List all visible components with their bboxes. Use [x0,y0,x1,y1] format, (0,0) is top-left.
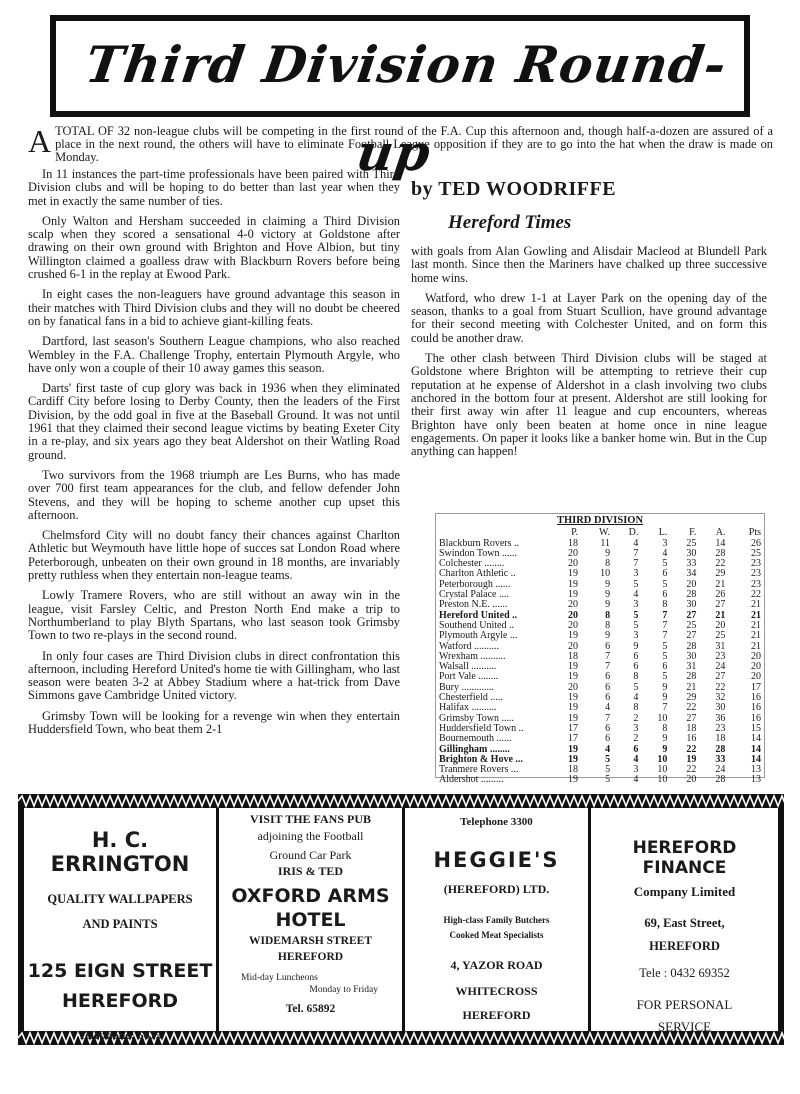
stat-cell: 29 [686,692,697,704]
league-table-box [435,513,765,786]
paragraph: Grimsby Town will be looking for a revenge win when they entertain Huddersfield Town, who beat them 2-1 [28,708,400,736]
ad-name: HEGGIE'S [433,848,560,872]
stat-cell: 9 [633,640,639,652]
stat-cell: 19 [568,774,579,786]
ad-hereford-finance [588,808,784,1034]
stat-cell: 5 [662,640,668,652]
zigzag-border-top [18,794,784,808]
stat-cell: 8 [605,619,611,631]
team-name-cell: Colchester ........ [439,558,505,570]
table-row [439,775,761,785]
drop-cap: A [28,123,52,159]
right-column [411,245,767,465]
team-name-cell: Walsall .......... [439,661,497,673]
table-header-cell: F. [689,527,697,539]
stat-cell: 16 [686,733,697,745]
team-name-cell: Gillingham ........ [439,743,510,755]
ad-line: Monday to Friday [309,985,378,995]
ad-line: HEREFORD [277,951,344,963]
stat-cell: 4 [633,589,639,601]
table-header-cell: Pts [748,527,761,539]
stat-cell: 10 [657,712,668,724]
stat-cell: 27 [686,630,697,642]
stat-cell: 9 [662,681,668,693]
stat-cell: 30 [715,702,726,714]
team-name-cell: Swindon Town ...... [439,547,518,559]
paragraph: Chelmsford City will no doubt fancy their chances against Charlton Athletic but Weymouth have little hope of succes sat London Road where Peterborough, unbeaten on their own ground in 18 months, are invariably pretty ruthless when they entertain non-league teams. [28,528,400,583]
stat-cell: 6 [633,650,639,662]
stat-cell: 14 [751,743,761,755]
stat-cell: 7 [605,661,611,673]
stat-cell: 20 [568,558,579,570]
team-name-cell: Peterborough ...... [439,578,511,590]
team-name-cell: Hereford United .. [439,609,518,621]
stat-cell: 21 [715,609,726,621]
stat-cell: 19 [568,671,579,683]
table-row [439,734,761,744]
team-name-cell: Tranmere Rovers ... [439,764,519,776]
team-name-cell: Blackburn Rovers .. [439,537,519,549]
stat-cell: 30 [686,547,697,559]
ad-phone: Telephone: 6075 [78,1028,162,1042]
ad-line: adjoining the Football [257,829,364,843]
stat-cell: 9 [662,733,668,745]
stat-cell: 32 [715,692,726,704]
table-header-cell: D. [628,527,639,539]
ad-address: HEREFORD [649,939,720,953]
stat-cell: 23 [751,578,761,590]
stat-cell: 8 [633,702,639,714]
stat-cell: 25 [715,630,726,642]
stat-cell: 16 [751,712,761,724]
team-name-cell: Bury ............. [439,681,494,693]
ad-line: IRIS & TED [277,864,344,878]
stat-cell: 8 [633,671,639,683]
stat-cell: 16 [751,692,761,704]
stat-cell: 4 [662,547,668,559]
stat-cell: 24 [715,764,726,776]
stat-cell: 9 [605,589,611,601]
ad-line: (HEREFORD) LTD. [443,882,550,896]
stat-cell: 28 [686,671,697,683]
stat-cell: 25 [686,619,697,631]
ad-line: WIDEMARSH STREET [248,935,372,947]
ad-heggies [402,808,588,1031]
stat-cell: 14 [715,537,726,549]
stat-cell: 15 [751,722,761,734]
stat-cell: 20 [568,599,579,611]
stat-cell: 5 [633,578,639,590]
stat-cell: 7 [662,702,668,714]
stat-cell: 22 [686,743,697,755]
stat-cell: 7 [662,630,668,642]
stat-cell: 6 [662,568,668,580]
stat-cell: 7 [605,712,611,724]
stat-cell: 21 [715,578,726,590]
stat-cell: 20 [715,619,726,631]
paragraph: The other clash between Third Division clubs will be staged at Goldstone where Brighton will be attempting to retrieve their cup reputation at he expense of Aldershot in a clash involving two clubs anchored in the bottom four at present. Aldershot are still looking for their first away win after 11 league and cup encounters, whereas Brighton have only been beaten at home once in nine league engagements. On paper it looks like a banker home win. But in the Cup anything can happen! [411,351,767,459]
page-title: Third Division Round-up [81,35,731,182]
stat-cell: 6 [605,692,611,704]
stat-cell: 18 [568,764,579,776]
stat-cell: 10 [657,764,668,776]
stat-cell: 6 [633,661,639,673]
ad-phone: Tel. 65892 [285,1003,336,1015]
team-name-cell: Chesterfield ..... [439,692,503,704]
paragraph: Only Walton and Hersham succeeded in claiming a Third Division scalp when they scored a sensational 4-0 victory at Goldstone after drawing on their own ground with Brighton and Hove Albion, but tiny Willington claimed a goalless draw with Blackburn Rovers before being crushed 6-1 in the replay at Ewood Park. [28,213,400,282]
ad-name: OXFORD ARMS [231,885,390,907]
stat-cell: 3 [633,764,639,776]
stat-cell: 19 [686,753,697,765]
stat-cell: 5 [633,619,639,631]
stat-cell: 5 [605,764,611,776]
stat-cell: 13 [751,764,761,776]
stat-cell: 19 [568,661,579,673]
stat-cell: 36 [715,712,726,724]
stat-cell: 7 [662,609,668,621]
stat-cell: 5 [662,650,668,662]
stat-cell: 34 [686,568,697,580]
stat-cell: 6 [605,733,611,745]
stat-cell: 22 [686,764,697,776]
paragraph: Dartford, last season's Southern League champions, who also reached Wembley in the F.A. Challenge Trophy, entertain Plymouth Argyle, who have only won a couple of their 10 away games this season. [28,334,400,375]
stat-cell: 28 [686,589,697,601]
ad-name: H. C. ERRINGTON [50,828,190,876]
stat-cell: 9 [662,692,668,704]
stat-cell: 21 [751,619,761,631]
stat-cell: 19 [568,753,579,765]
stat-cell: 19 [568,712,579,724]
team-name-cell: Plymouth Argyle ... [439,630,518,642]
stat-cell: 20 [568,609,579,621]
league-table-title: THIRD DIVISION [556,515,644,526]
stat-cell: 5 [633,681,639,693]
stat-cell: 33 [715,753,726,765]
left-column [28,168,400,743]
team-name-cell: Preston N.E. ...... [439,599,508,611]
stat-cell: 6 [662,661,668,673]
stat-cell: 21 [686,681,697,693]
stat-cell: 26 [751,537,761,549]
team-name-cell: Charlton Athletic .. [439,568,516,580]
stat-cell: 25 [751,547,761,559]
stat-cell: 4 [633,753,639,765]
stat-cell: 9 [605,578,611,590]
paragraph: In 11 instances the part-time professionals have been paired with Third Division clubs and will be hoping to do better than last year when they met in exactly the same number of ties. [28,167,400,208]
table-header-cell: W. [599,527,611,539]
stat-cell: 9 [605,547,611,559]
stat-cell: 30 [686,599,697,611]
stat-cell: 6 [633,743,639,755]
stat-cell: 18 [568,537,579,549]
ad-line: Ground Car Park [269,848,352,862]
stat-cell: 25 [686,537,697,549]
paragraph: with goals from Alan Gowling and Alisdair Macleod at Blundell Park last month. Since then the Mariners have chalked up three successive home wins. [411,244,767,285]
paragraph: In eight cases the non-leaguers have ground advantage this season in their matches with Third Division clubs and they will no doubt be cheered on by fanatical fans in a bid to achieve giant-killing feats. [28,287,400,328]
stat-cell: 8 [662,599,668,611]
stat-cell: 10 [657,753,668,765]
stat-cell: 5 [605,753,611,765]
stat-cell: 21 [751,630,761,642]
stat-cell: 4 [633,537,639,549]
ad-oxford-arms [216,808,402,1031]
article-intro [28,125,773,165]
stat-cell: 21 [751,599,761,611]
paragraph: Two survivors from the 1968 triumph are Les Burns, who has made over 700 first team appearances for the club, and fellow defender John Stevens, and they will be hoping to scheme another cup upset this afternoon. [28,467,400,522]
ad-line: Cooked Meat Specialists [449,930,544,940]
ad-line: Mid-day Luncheons [241,973,318,983]
ad-line: AND PAINTS [82,917,158,931]
stat-cell: 21 [751,609,761,621]
stat-cell: 23 [715,722,726,734]
ad-address: HEREFORD [61,990,179,1012]
stat-cell: 22 [715,681,726,693]
ad-phone: Telephone 3300 [460,816,533,828]
table-header-cell: P. [571,527,579,539]
ad-address: WHITECROSS [455,984,538,998]
stat-cell: 19 [568,692,579,704]
stat-cell: 22 [751,589,761,601]
stat-cell: 11 [600,537,611,549]
team-name-cell: Huddersfield Town .. [439,722,524,734]
ad-line: High-class Family Butchers [443,915,550,925]
stat-cell: 13 [751,774,761,786]
stat-cell: 24 [715,661,726,673]
stat-cell: 9 [605,630,611,642]
stat-cell: 21 [751,640,761,652]
stat-cell: 22 [715,558,726,570]
ad-line: SERVICE [657,1019,712,1034]
stat-cell: 20 [568,619,579,631]
ad-phone: Tele : 0432 69352 [639,966,730,980]
stat-cell: 7 [662,619,668,631]
stat-cell: 20 [686,578,697,590]
stat-cell: 3 [662,537,668,549]
stat-cell: 23 [715,650,726,662]
stat-cell: 6 [662,589,668,601]
team-name-cell: Halifax .......... [439,702,497,714]
stat-cell: 19 [568,630,579,642]
stat-cell: 20 [568,640,579,652]
stat-cell: 27 [715,671,726,683]
stat-cell: 18 [715,733,726,745]
stat-cell: 17 [568,722,579,734]
stat-cell: 20 [751,671,761,683]
team-name-cell: Wrexham .......... [439,650,506,662]
stat-cell: 17 [568,733,579,745]
stat-cell: 29 [715,568,726,580]
intro-text: TOTAL OF 32 non-league clubs will be competing in the first round of the F.A. Cup this afternoon and, though half-a-dozen are assured of a place in the next round, the others will have to eliminate Football League opposition if they are to go into the hat when the draw is made on Monday. [55,124,773,165]
stat-cell: 7 [633,547,639,559]
stat-cell: 19 [568,568,579,580]
stat-cell: 33 [686,558,697,570]
stat-cell: 17 [751,681,761,693]
stat-cell: 6 [605,640,611,652]
stat-cell: 22 [686,702,697,714]
stat-cell: 20 [751,661,761,673]
stat-cell: 5 [605,774,611,786]
ad-address: 69, East Street, [644,916,725,930]
advert-strip [18,794,784,1045]
stat-cell: 2 [633,712,639,724]
stat-cell: 3 [633,630,639,642]
stat-cell: 14 [751,733,761,745]
stat-cell: 9 [662,743,668,755]
stat-cell: 23 [751,558,761,570]
stat-cell: 27 [686,609,697,621]
stat-cell: 8 [605,558,611,570]
stat-cell: 28 [715,743,726,755]
table-header-cell: L. [658,527,668,539]
stat-cell: 27 [715,599,726,611]
stat-cell: 18 [568,650,579,662]
stat-cell: 19 [568,578,579,590]
paragraph: Lowly Tramere Rovers, who are still without an away win in the league, visit Farsley Celtic, and Preston North End make a trip to Northumberland to play Blyth Spartans, who last season took Grimsby Town to two re-plays in the second round. [28,588,400,643]
stat-cell: 19 [568,702,579,714]
stat-cell: 28 [715,774,726,786]
stat-cell: 10 [657,774,668,786]
ad-line: QUALITY WALLPAPERS [47,892,193,906]
table-header-cell: A. [715,527,726,539]
ad-line: VISIT THE FANS PUB [249,812,372,826]
team-name-cell: Southend United .. [439,619,514,631]
paragraph: In only four cases are Third Division clubs in direct confrontation this afternoon, including Hereford United's home tie with Gillingham, who last season were beaten 3-2 at Abbey Stadium where a hat-trick from Dave Simmons gave Cambridge United victory. [28,648,400,703]
stat-cell: 27 [686,712,697,724]
stat-cell: 18 [686,722,697,734]
stat-cell: 31 [715,640,726,652]
paragraph: Watford, who drew 1-1 at Layer Park on the opening day of the season, thanks to a goal from Stuart Scullion, have ground advantage for their second meeting with Colchester United, and on form this could be another draw. [411,290,767,345]
stat-cell: 19 [568,743,579,755]
publication-name: Hereford Times [448,212,572,233]
stat-cell: 20 [751,650,761,662]
stat-cell: 8 [662,722,668,734]
stat-cell: 4 [633,692,639,704]
stat-cell: 31 [686,661,697,673]
stat-cell: 5 [662,671,668,683]
ad-address: HEREFORD [462,1008,531,1022]
team-name-cell: Watford .......... [439,640,500,652]
stat-cell: 7 [605,650,611,662]
stat-cell: 3 [633,599,639,611]
stat-cell: 4 [605,702,611,714]
stat-cell: 6 [605,671,611,683]
team-name-cell: Brighton & Hove ... [439,753,523,765]
stat-cell: 26 [715,589,726,601]
stat-cell: 28 [686,640,697,652]
stat-cell: 4 [605,743,611,755]
stat-cell: 5 [662,578,668,590]
ad-line: FOR PERSONAL [636,997,733,1012]
stat-cell: 28 [715,547,726,559]
stat-cell: 4 [633,774,639,786]
ad-address: 4, YAZOR ROAD [450,958,543,972]
ad-name: HOTEL [275,909,346,931]
stat-cell: 10 [600,568,611,580]
stat-cell: 3 [633,722,639,734]
byline: by TED WOODRIFFE [411,178,617,200]
stat-cell: 5 [662,558,668,570]
stat-cell: 20 [686,774,697,786]
team-name-cell: Aldershot ......... [439,774,504,786]
ad-errington [18,808,216,1042]
league-table [439,528,761,785]
stat-cell: 14 [751,753,761,765]
ad-name: HEREFORD FINANCE [632,838,737,878]
team-name-cell: Port Vale ........ [439,671,499,683]
stat-cell: 20 [568,547,579,559]
ad-address: 125 EIGN STREET [27,960,213,982]
ad-line: Company Limited [633,884,736,899]
stat-cell: 6 [605,681,611,693]
stat-cell: 7 [633,558,639,570]
team-name-cell: Bournemouth ...... [439,733,512,745]
stat-cell: 20 [568,681,579,693]
stat-cell: 30 [686,650,697,662]
team-name-cell: Crystal Palace .... [439,589,509,601]
stat-cell: 6 [605,722,611,734]
stat-cell: 2 [633,733,639,745]
stat-cell: 19 [568,589,579,601]
stat-cell: 23 [751,568,761,580]
paragraph: Darts' first taste of cup glory was back in 1936 when they eliminated Cardiff City before losing to Derby County, then the leaders of the First Division, by the odd goal in five at the Baseball Ground. It was not until 1961 that they claimed their second league victims by beating Exeter City in a re-play, and six years ago they beat Aldershot on their Watling Road ground. [28,381,400,462]
team-name-cell: Grimsby Town ..... [439,712,514,724]
stat-cell: 16 [751,702,761,714]
stat-cell: 8 [605,609,611,621]
stat-cell: 3 [633,568,639,580]
stat-cell: 9 [605,599,611,611]
stat-cell: 5 [633,609,639,621]
